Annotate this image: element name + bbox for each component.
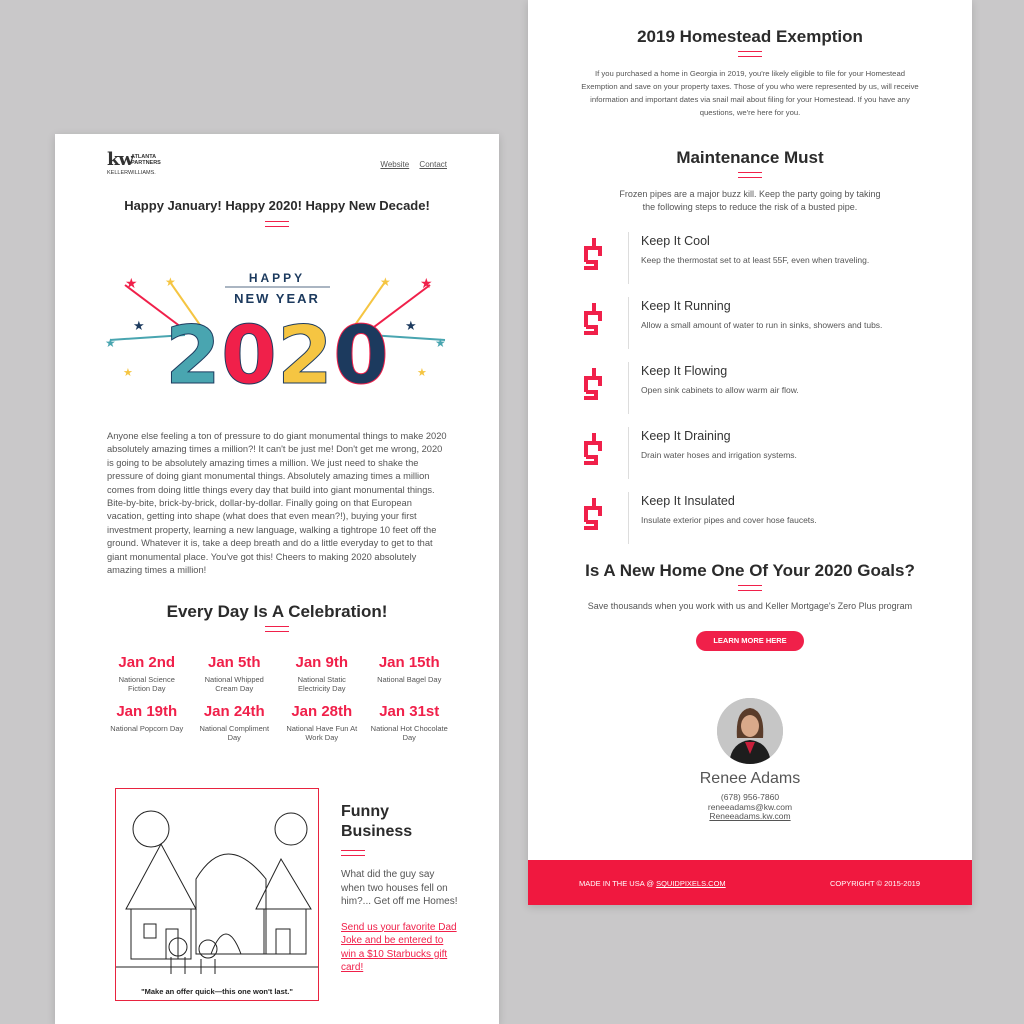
logo-line3: KELLERWILLIAMS.: [107, 170, 156, 176]
date-value: Jan 28th: [291, 703, 353, 720]
heading-accent: [341, 850, 365, 856]
new-year-2020-banner: [105, 270, 450, 390]
newsletter-right-panel: [528, 0, 972, 905]
svg-text:★: ★: [435, 336, 446, 350]
pipe-icon: [580, 366, 608, 402]
celebration-dates-grid: [103, 654, 453, 742]
heading-accent: [738, 585, 762, 591]
new-home-text: Save thousands when you work with us and Keller Mortgage's Zero Plus program: [587, 601, 913, 611]
kw-logo[interactable]: [107, 149, 161, 176]
date-value: Jan 31st: [379, 703, 440, 720]
pipe-icon: [580, 236, 608, 272]
maintenance-intro: Frozen pipes are a major buzz kill. Keep the party going by taking the following steps to reduce the risk of a busted pipe.: [619, 189, 881, 212]
pipe-icon: [580, 496, 608, 532]
header-nav: [372, 160, 447, 169]
date-value: Jan 15th: [378, 654, 440, 671]
maintenance-heading: [528, 148, 972, 178]
logo-line1: ATLANTA: [131, 154, 157, 160]
svg-text:★: ★: [125, 275, 138, 291]
tip-title: Keep It Cool: [641, 234, 710, 248]
squidpixels-link[interactable]: SQUIDPIXELS.COM: [656, 879, 726, 888]
tip-item: [580, 488, 930, 553]
newsletter-left-panel: [55, 134, 499, 1024]
tip-item: [580, 423, 930, 488]
new-home-heading: [528, 561, 972, 591]
date-label: National Have Fun At Work Day: [286, 724, 358, 742]
tip-desc: Keep the thermostat set to at least 55F, even when traveling.: [641, 255, 870, 265]
tip-desc: Allow a small amount of water to run in sinks, showers and tubs.: [641, 320, 883, 330]
footer-bar: [528, 860, 972, 905]
homestead-title: 2019 Homestead Exemption: [637, 27, 863, 46]
celebration-heading: [55, 602, 499, 632]
intro-paragraph: Anyone else feeling a ton of pressure to do giant monumental things to make 2020 absolutely amazing times a million?! It can't be just me! Don't get me wrong, 2020 is going to be absolutely amazing times a million. We just need to shake the pressure of doing giant monumental things. Absolutely amazing times a million comes from doing little things every day that build into giant monumental things. Bite-by-bite, brick-by-brick, dollar-by-dollar. Finally going on that European vacation, getting into shape (what does that even mean?!), buying your first investment property, learning a new language, walking a tightrope 10 feet off the ground. Whatever it is, take a deep breath and do a little everyday to get to that giant monumental place. You've got this! Cheers to making 2020 absolutely amazing times a million!: [107, 431, 447, 576]
heading-accent: [738, 51, 762, 57]
tip-title: Keep It Draining: [641, 429, 731, 443]
agent-website-link[interactable]: Reneeadams.kw.com: [709, 811, 791, 821]
pipe-icon: [580, 431, 608, 467]
date-value: Jan 9th: [295, 654, 348, 671]
date-value: Jan 2nd: [118, 654, 176, 671]
contact-link[interactable]: Contact: [419, 160, 447, 169]
date-label: National Static Electricity Day: [297, 675, 346, 693]
dad-joke-link[interactable]: Send us your favorite Dad Joke and be entered to win a $10 Starbucks gift card!: [341, 921, 457, 973]
svg-text:★: ★: [380, 275, 391, 289]
heading-accent: [738, 172, 762, 178]
tip-title: Keep It Insulated: [641, 494, 735, 508]
date-value: Jan 5th: [207, 654, 261, 671]
svg-text:★: ★: [417, 367, 427, 379]
greeting-text: Happy January! Happy 2020! Happy New Decade!: [124, 198, 430, 213]
footer-copyright: COPYRIGHT © 2015-2019: [829, 879, 920, 888]
learn-more-button[interactable]: LEARN MORE HERE: [696, 631, 804, 651]
tip-item: [580, 228, 930, 293]
date-item: [191, 654, 279, 693]
logo-line2: PARTNERS: [131, 160, 161, 166]
agent-phone[interactable]: (678) 956-7860: [720, 792, 780, 802]
date-item: [278, 703, 366, 742]
houses-cartoon-illustration: [116, 789, 318, 979]
banner-new-year-text: NEW YEAR: [234, 291, 320, 306]
logo-mark: kw: [107, 149, 133, 170]
svg-text:★: ★: [420, 275, 433, 291]
funny-title: Funny Business: [341, 803, 413, 840]
tip-desc: Drain water hoses and irrigation systems.: [641, 450, 797, 460]
date-label: National Hot Chocolate Day: [370, 724, 448, 742]
agent-name: Renee Adams: [699, 770, 801, 787]
date-label: National Science Fiction Day: [118, 675, 175, 693]
date-label: National Compliment Day: [199, 724, 270, 742]
tip-desc: Open sink cabinets to allow warm air flow.: [641, 385, 799, 395]
svg-text:★: ★: [133, 318, 145, 333]
greeting-heading: [55, 198, 499, 227]
tip-desc: Insulate exterior pipes and cover hose faucets.: [641, 515, 817, 525]
cartoon-caption: "Make an offer quick—this one won't last.": [141, 987, 293, 996]
date-item: [278, 654, 366, 693]
tip-item: [580, 358, 930, 423]
svg-text:★: ★: [123, 367, 133, 379]
homestead-heading: [528, 27, 972, 57]
agent-contact: [528, 793, 972, 822]
svg-text:0: 0: [333, 309, 389, 390]
celebration-title: Every Day Is A Celebration!: [166, 602, 388, 621]
svg-text:0: 0: [221, 309, 277, 390]
svg-text:2: 2: [165, 309, 221, 390]
svg-text:★: ★: [165, 275, 176, 289]
date-value: Jan 19th: [116, 703, 178, 720]
svg-text:2: 2: [277, 309, 333, 390]
date-label: National Popcorn Day: [110, 724, 184, 733]
website-link[interactable]: Website: [380, 160, 410, 169]
tip-title: Keep It Running: [641, 299, 731, 313]
date-item: [103, 654, 191, 693]
date-item: [366, 654, 454, 693]
svg-text:★: ★: [105, 336, 116, 350]
date-value: Jan 24th: [203, 703, 265, 720]
new-home-title: Is A New Home One Of Your 2020 Goals?: [585, 561, 915, 580]
heading-accent: [265, 221, 289, 227]
banner-happy-text: HAPPY: [248, 271, 306, 285]
maintenance-title: Maintenance Must: [676, 148, 824, 167]
pipe-icon: [580, 301, 608, 337]
heading-accent: [265, 626, 289, 632]
date-item: [103, 703, 191, 742]
footer-credit: [579, 879, 726, 888]
date-label: National Whipped Cream Day: [204, 675, 264, 693]
agent-email[interactable]: reneeadams@kw.com: [707, 801, 793, 812]
date-item: [191, 703, 279, 742]
homestead-text: If you purchased a home in Georgia in 2019, you're likely eligible to file for your Homestead Exemption and save on your property taxes. Those of you who were represented by us, will receive information and important dates via snail mail about filing for your Homestead. If you have any questions, we're here for you.: [581, 69, 919, 117]
agent-avatar: [717, 698, 783, 764]
funny-business-section: [341, 802, 461, 975]
cartoon-image: [115, 788, 319, 1001]
dad-joke-text: What did the guy say when two houses fell on him?... Get off me Homes!: [341, 869, 458, 907]
date-label: National Bagel Day: [377, 675, 442, 684]
maintenance-tips-list: [580, 228, 930, 553]
tip-title: Keep It Flowing: [641, 364, 728, 378]
svg-text:★: ★: [405, 318, 417, 333]
footer-credit-prefix: MADE IN THE USA @: [579, 879, 657, 888]
date-item: [366, 703, 454, 742]
tip-item: [580, 293, 930, 358]
